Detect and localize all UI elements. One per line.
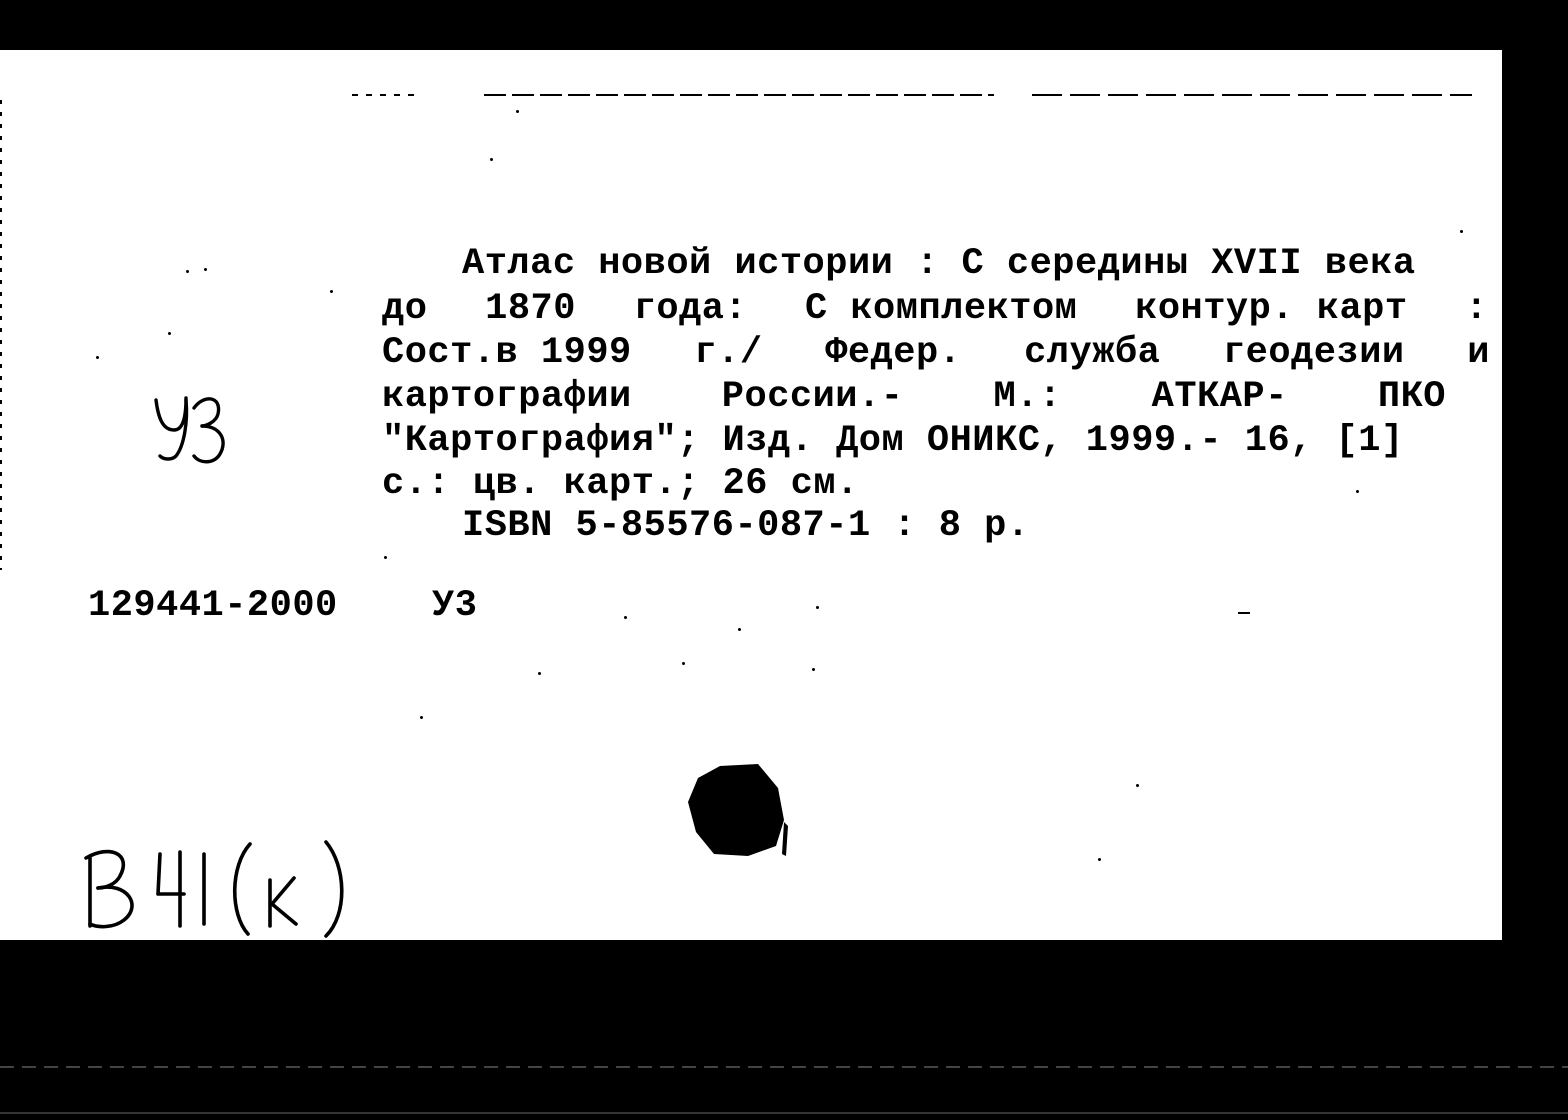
scan-speck: [330, 290, 333, 293]
scan-speck: [1356, 490, 1359, 493]
punched-hole: [688, 762, 788, 858]
scan-speck: [490, 158, 493, 161]
entry-line-1: Атлас новой истории : С середины XVII века: [462, 243, 1416, 285]
left-edge-mark: [0, 100, 2, 570]
scan-speck: [682, 662, 685, 665]
scan-artifact-line: [0, 1112, 1568, 1114]
entry-word: контур. карт: [1135, 288, 1408, 330]
entry-line-6: с.: цв. карт.; 26 см.: [382, 463, 859, 505]
top-rule-segment: [484, 94, 994, 96]
scan-speck: [1098, 858, 1101, 861]
scan-speck: [168, 332, 171, 335]
scan-speck: [624, 616, 627, 619]
entry-word: 1870: [485, 288, 576, 330]
handwritten-shelf-mark: [148, 386, 234, 472]
isbn-line: ISBN 5-85576-087-1 : 8 р.: [462, 505, 1030, 547]
entry-line-3: [382, 332, 1490, 374]
scan-speck: [186, 270, 189, 273]
entry-word: Сост.в 1999: [382, 332, 632, 374]
scan-artifact-line: [0, 1066, 1568, 1068]
entry-word: геодезии: [1222, 332, 1405, 374]
scan-speck: [1460, 230, 1463, 233]
scan-speck: [516, 110, 519, 113]
entry-line-5: "Картография"; Изд. Дом ОНИКС, 1999.- 16, [1]: [382, 420, 1404, 462]
entry-word: картографии: [382, 376, 632, 418]
catalog-card: [0, 50, 1502, 940]
entry-word: года:: [633, 288, 748, 330]
scan-speck: [538, 672, 541, 675]
entry-word: :: [1465, 288, 1488, 330]
entry-word: М.:: [993, 376, 1062, 418]
entry-line-4: [382, 376, 1446, 418]
entry-word: Федер.: [825, 332, 962, 374]
entry-line-2: [382, 288, 1488, 330]
entry-word: г./: [694, 332, 763, 374]
entry-word: служба: [1024, 332, 1161, 374]
entry-word: России.-: [721, 376, 904, 418]
top-rule-segment: [1032, 94, 1472, 96]
entry-word: и: [1467, 332, 1490, 374]
scan-speck: [816, 606, 819, 609]
entry-word: до: [382, 288, 428, 330]
accession-code: У3: [432, 585, 478, 627]
entry-word: ПКО: [1377, 376, 1446, 418]
entry-word: С комплектом: [804, 288, 1078, 330]
scan-speck: [1136, 784, 1139, 787]
scan-speck: [96, 356, 99, 359]
scan-speck: [738, 628, 741, 631]
top-rule-segment: [352, 94, 422, 96]
scan-speck: [204, 268, 207, 271]
scan-speck: [384, 556, 387, 559]
scan-speck: [812, 668, 815, 671]
scan-speck: [420, 716, 423, 719]
handwritten-classification: [80, 830, 370, 940]
scan-speck: [1238, 612, 1250, 614]
accession-number: 129441-2000: [88, 585, 338, 627]
entry-word: АТКАР-: [1151, 376, 1288, 418]
